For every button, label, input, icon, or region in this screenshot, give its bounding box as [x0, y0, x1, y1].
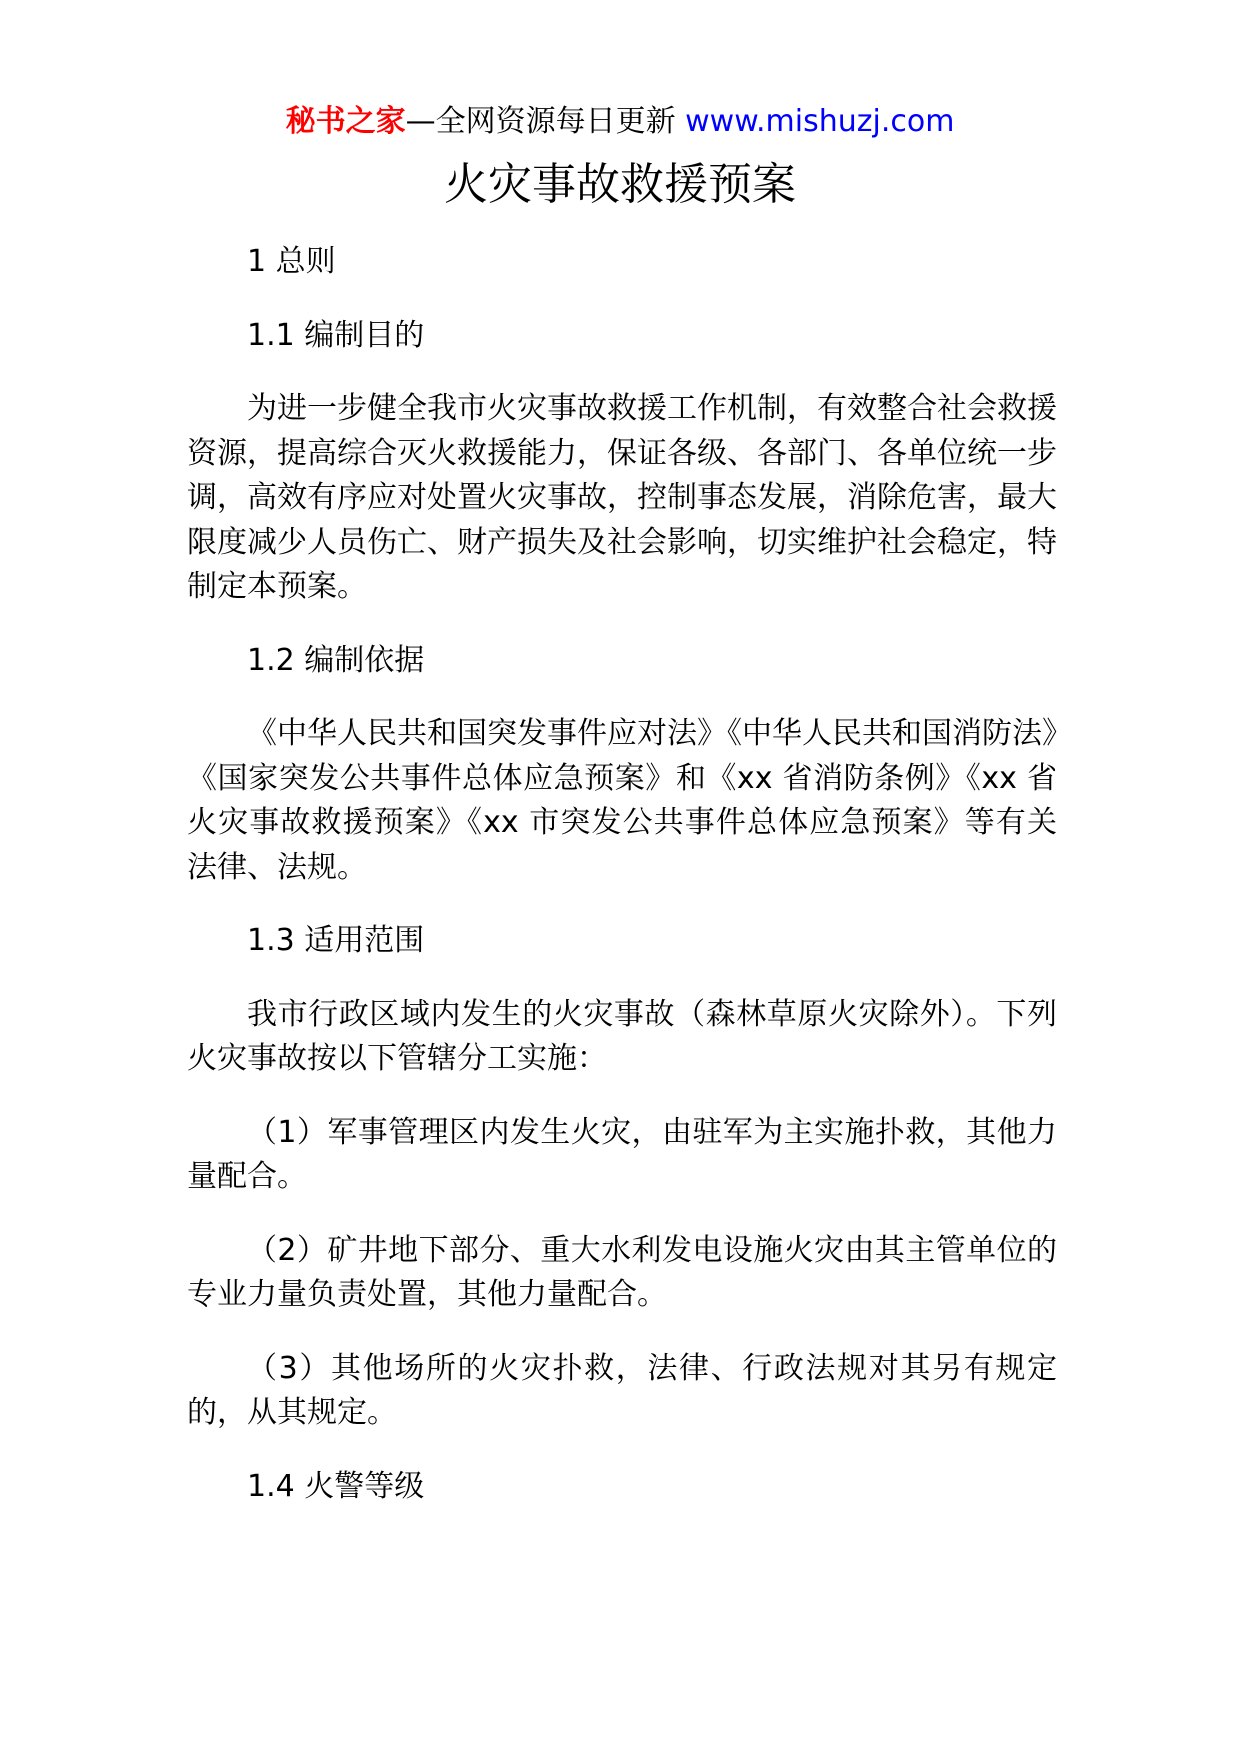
section-heading: 1.2 编制依据 [247, 642, 425, 678]
body-paragraph: 我市行政区域内发生的火灾事故（森林草原火灾除外）。下列火灾事故按以下管辖分工实施： [187, 996, 1057, 1076]
site-tagline: —全网资源每日更新 [405, 104, 686, 139]
body-paragraph: 《中华人民共和国突发事件应对法》《中华人民共和国消防法》《国家突发公共事件总体应急预案》和《xx 省消防条例》《xx 省火灾事故救援预案》《xx 市突发公共事件总体应急预案》等有关法律、法规。 [187, 716, 1057, 885]
list-item: （2）矿井地下部分、重大水利发电设施火灾由其主管单位的专业力量负责处置，其他力量配合。 [187, 1232, 1057, 1312]
document-title: 火灾事故救援预案 [444, 159, 796, 210]
site-header [0, 100, 1240, 144]
body-paragraph: 为进一步健全我市火灾事故救援工作机制，有效整合社会救援资源，提高综合灭火救援能力，保证各级、各部门、各单位统一步调，高效有序应对处置火灾事故，控制事态发展，消除危害，最大限度减少人员伤亡、财产损失及社会影响，切实维护社会稳定，特制定本预案。 [187, 391, 1057, 604]
list-item: （1）军事管理区内发生火灾，由驻军为主实施扑救，其他力量配合。 [187, 1114, 1057, 1194]
section-heading: 1.4 火警等级 [247, 1468, 425, 1504]
section-heading: 1.3 适用范围 [247, 923, 425, 958]
section-heading: 1 总则 [247, 244, 336, 279]
document-body [187, 240, 1057, 1538]
list-item: （3）其他场所的火灾扑救，法律、行政法规对其另有规定的，从其规定。 [187, 1350, 1057, 1430]
section-heading: 1.1 编制目的 [247, 317, 425, 353]
site-url-link[interactable]: www.mishuzj.com [685, 104, 955, 139]
site-brand: 秘书之家 [285, 104, 406, 139]
